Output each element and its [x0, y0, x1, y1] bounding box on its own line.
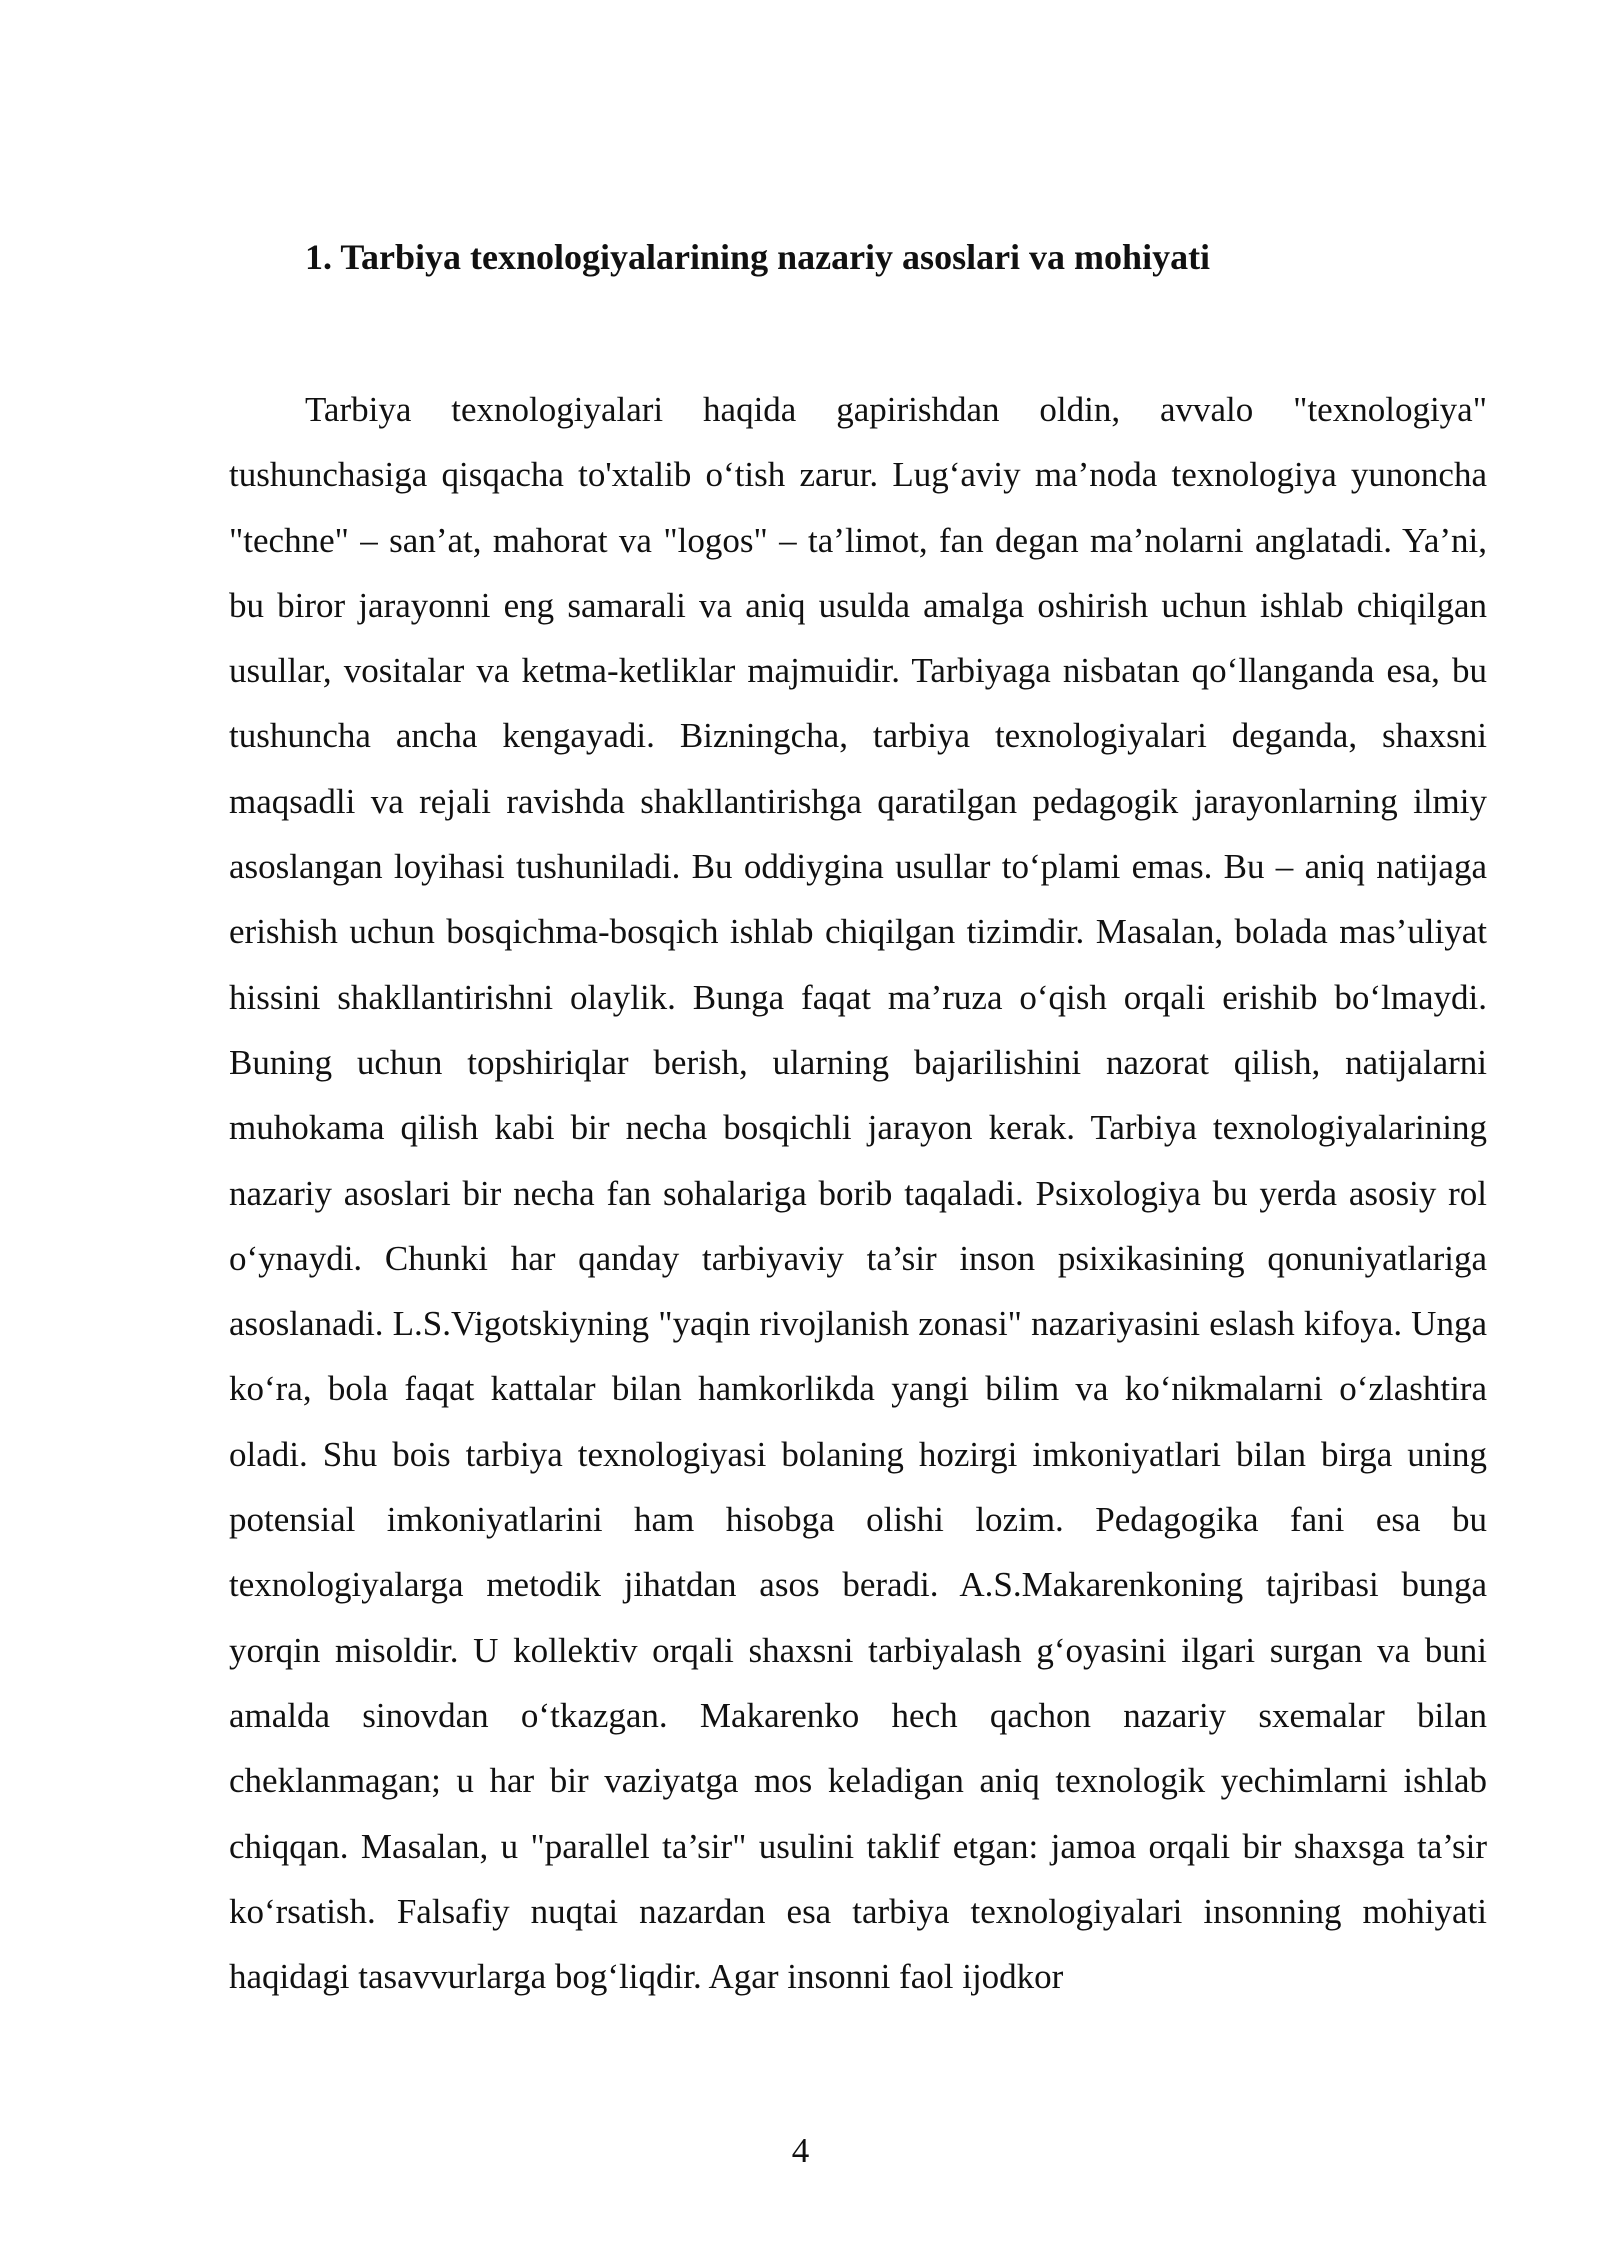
body-paragraph: Tarbiya texnologiyalari haqida gapirishdan oldin, avvalo "texnologiya" tushunchasiga qisqacha to'xtalib o‘tish zarur. Lug‘aviy ma’noda texnologiya yunoncha "techne" – san’at, mahorat va "logos" – ta’limot, fan degan ma’nolarni anglatadi. Ya’ni, bu biror jarayonni eng samarali va aniq usulda amalga oshirish uchun ishlab chiqilgan usullar, vositalar va ketma-ketliklar majmuidir. Tarbiyaga nisbatan qo‘llanganda esa, bu tushuncha ancha kengayadi. Bizningcha, tarbiya texnologiyalari deganda, shaxsni maqsadli va rejali ravishda shakllantirishga qaratilgan pedagogik jarayonlarning ilmiy asoslangan loyihasi tushuniladi. Bu oddiygina usullar to‘plami emas. Bu – aniq natijaga erishish uchun bosqichma-bosqich ishlab chiqilgan tizimdir. Masalan, bolada mas’uliyat hissini shakllantirishni olaylik. Bunga faqat ma’ruza o‘qish orqali erishib bo‘lmaydi. Buning uchun topshiriqlar berish, ularning bajarilishini nazorat qilish, natijalarni muhokama qilish kabi bir necha bosqichli jarayon kerak. Tarbiya texnologiyalarining nazariy asoslari bir necha fan sohalariga borib taqaladi. Psixologiya bu yerda asosiy rol o‘ynaydi. Chunki har qanday tarbiyaviy ta’sir inson psixikasining qonuniyatlariga asoslanadi. L.S.Vigotskiyning "yaqin rivojlanish zonasi" nazariyasini eslash kifoya. Unga ko‘ra, bola faqat kattalar bilan hamkorlikda yangi bilim va ko‘nikmalarni o‘zlashtira oladi. Shu bois tarbiya texnologiyasi bolaning hozirgi imkoniyatlari bilan birga uning potensial imkoniyatlarini ham hisobga olishi lozim. Pedagogika fani esa bu texnologiyalarga metodik jihatdan asos beradi. A.S.Makarenkoning tajribasi bunga yorqin misoldir. U kollektiv orqali shaxsni tarbiyalash g‘oyasini ilgari surgan va buni amalda sinovdan o‘tkazgan. Makarenko hech qachon nazariy sxemalar bilan cheklanmagan; u har bir vaziyatga mos keladigan aniq texnologik yechimlarni ishlab chiqqan. Masalan, u "parallel ta’sir" usulini taklif etgan: jamoa orqali bir shaxsga ta’sir ko‘rsatish. Falsafiy nuqtai nazardan esa tarbiya texnologiyalari insonning mohiyati haqidagi tasavvurlarga bog‘liqdir. Agar insonni faol ijodkor — [229, 390, 1487, 1997]
section-heading: 1. Tarbiya texnologiyalarining nazariy asoslari va mohiyati — [305, 237, 1211, 277]
page-number-label: 4 — [791, 2131, 810, 2170]
page-number — [0, 2126, 1600, 2176]
